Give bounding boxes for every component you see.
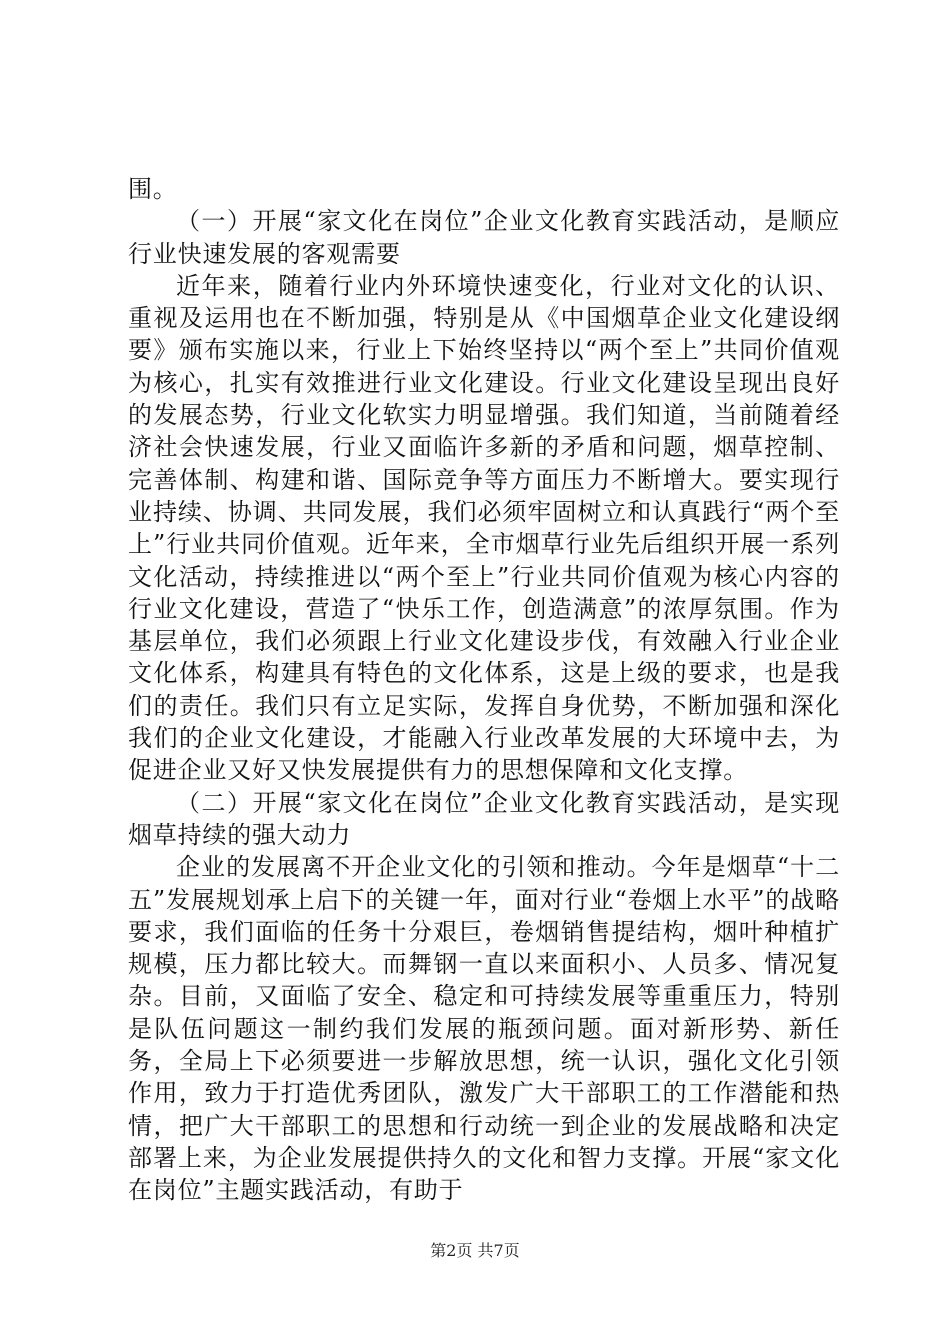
section-heading-2: （二）开展“家文化在岗位”企业文化教育实践活动，是实现烟草持续的强大动力 [128, 788, 840, 849]
section-heading-1: （一）开展“家文化在岗位”企业文化教育实践活动，是顺应行业快速发展的客观需要 [128, 207, 840, 268]
paragraph-body-1: 近年来，随着行业内外环境快速变化，行业对文化的认识、重视及运用也在不断加强，特别是从《中国烟草企业文化建设纲要》颁布实施以来，行业上下始终坚持以“两个至上”共同价值观为核心，扎实有效推进行业文化建设。行业文化建设呈现出良好的发展态势，行业文化软实力明显增强。我们知道，当前随着经济社会快速发展，行业又面临许多新的矛盾和问题，烟草控制、完善体制、构建和谐、国际竞争等方面压力不断增大。要实现行业持续、协调、共同发展，我们必须牢固树立和认真践行“两个至上”行业共同价值观。近年来，全市烟草行业先后组织开展一系列文化活动，持续推进以“两个至上”行业共同价值观为核心内容的行业文化建设，营造了“快乐工作，创造满意”的浓厚氛围。作为基层单位，我们必须跟上行业文化建设步伐，有效融入行业企业文化体系，构建具有特色的文化体系，这是上级的要求，也是我们的责任。我们只有立足实际，发挥自身优势，不断加强和深化我们的企业文化建设，才能融入行业改革发展的大环境中去，为促进企业又好又快发展提供有力的思想保障和文化支撑。 [128, 271, 840, 785]
page-number-footer: 第2页 共7页 [430, 1241, 520, 1260]
paragraph-continuation: 围。 [128, 175, 178, 203]
paragraph-body-2: 企业的发展离不开企业文化的引领和推动。今年是烟草“十二五”发展规划承上启下的关键一年，面对行业“卷烟上水平”的战略要求，我们面临的任务十分艰巨，卷烟销售提结构，烟叶种植扩规模，压力都比较大。而舞钢一直以来面积小、人员多、情况复杂。目前，又面临了安全、稳定和可持续发展等重重压力，特别是队伍问题这一制约我们发展的瓶颈问题。面对新形势、新任务，全局上下必须要进一步解放思想，统一认识，强化文化引领作用，致力于打造优秀团队，激发广大干部职工的工作潜能和热情，把广大干部职工的思想和行动统一到企业的发展战略和决定部署上来，为企业发展提供持久的文化和智力支撑。开展“家文化在岗位”主题实践活动，有助于 [128, 853, 840, 1205]
body-text [128, 173, 840, 1207]
